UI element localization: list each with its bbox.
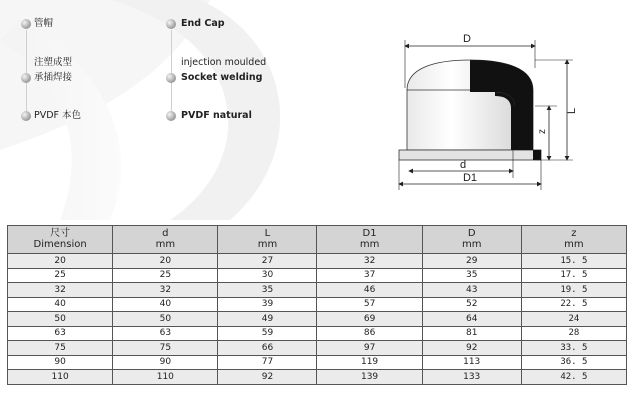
bullet-icon [166,19,176,29]
cell-d: 110 [113,370,218,385]
cell-D: 64 [422,312,521,327]
table-row [8,326,627,341]
cell-D1: 32 [317,254,422,269]
cell-D: 92 [422,341,521,356]
table-row [8,297,627,312]
header-d: d mm [113,226,218,254]
cell-z: 17. 5 [521,268,626,283]
cell-L: 49 [218,312,317,327]
cell-dimension: 90 [8,355,113,370]
table-header-row [8,226,627,254]
cell-d: 75 [113,341,218,356]
cell-L: 66 [218,341,317,356]
feature-left-product: 管帽 [34,18,54,29]
cell-L: 30 [218,268,317,283]
header-z: z mm [521,226,626,254]
cell-dimension: 50 [8,312,113,327]
bullet-icon [21,19,31,29]
cell-D: 81 [422,326,521,341]
cell-z: 22. 5 [521,297,626,312]
label-z: z [537,129,548,134]
cell-D: 52 [422,297,521,312]
table-row [8,341,627,356]
table-row [8,370,627,385]
feature-left-material: PVDF 本色 [34,110,82,121]
cell-d: 20 [113,254,218,269]
cell-D: 113 [422,355,521,370]
table-row [8,355,627,370]
label-D: D [463,33,471,45]
cell-d: 40 [113,297,218,312]
cell-D1: 69 [317,312,422,327]
label-D1: D1 [462,172,478,184]
end-cap-technical-drawing [395,28,580,190]
cell-L: 27 [218,254,317,269]
feature-right-product: End Cap [181,18,225,29]
cell-D: 133 [422,370,521,385]
cell-z: 36. 5 [521,355,626,370]
cell-D1: 37 [317,268,422,283]
bullet-icon [21,111,31,121]
feature-left-process: 注塑成型 [34,57,73,68]
table-row [8,268,627,283]
cell-z: 33. 5 [521,341,626,356]
cell-dimension: 110 [8,370,113,385]
cell-z: 19. 5 [521,283,626,298]
table-row [8,312,627,327]
cell-L: 35 [218,283,317,298]
cell-dimension: 63 [8,326,113,341]
cell-L: 77 [218,355,317,370]
feature-right-material: PVDF natural [181,110,252,121]
cell-D1: 46 [317,283,422,298]
cell-z: 15. 5 [521,254,626,269]
label-d: d [459,159,467,171]
cell-L: 39 [218,297,317,312]
cell-d: 90 [113,355,218,370]
bullet-icon [21,73,31,83]
label-L: L [566,107,578,114]
cell-D1: 57 [317,297,422,312]
cell-dimension: 40 [8,297,113,312]
cell-L: 59 [218,326,317,341]
cell-L: 92 [218,370,317,385]
cell-z: 28 [521,326,626,341]
cell-dimension: 75 [8,341,113,356]
cell-dimension: 32 [8,283,113,298]
cell-D: 43 [422,283,521,298]
cell-dimension: 25 [8,268,113,283]
cell-d: 63 [113,326,218,341]
dimension-table [7,225,627,385]
cell-D1: 97 [317,341,422,356]
header-dimension: 尺寸 Dimension [8,226,113,254]
feature-right-joining: Socket welding [181,72,263,83]
cell-D: 35 [422,268,521,283]
table-row [8,254,627,269]
cell-D1: 119 [317,355,422,370]
header-L: L mm [218,226,317,254]
header-D: D mm [422,226,521,254]
bullet-icon [166,111,176,121]
bullet-icon [166,73,176,83]
table-row [8,283,627,298]
cell-z: 24 [521,312,626,327]
feature-left-joining: 承插焊接 [34,72,73,83]
cell-d: 32 [113,283,218,298]
header-D1: D1 mm [317,226,422,254]
cell-d: 50 [113,312,218,327]
cell-d: 25 [113,268,218,283]
cell-D1: 86 [317,326,422,341]
cell-D1: 139 [317,370,422,385]
feature-right-process: injection moulded [181,57,267,68]
cell-dimension: 20 [8,254,113,269]
cell-D: 29 [422,254,521,269]
cell-z: 42. 5 [521,370,626,385]
